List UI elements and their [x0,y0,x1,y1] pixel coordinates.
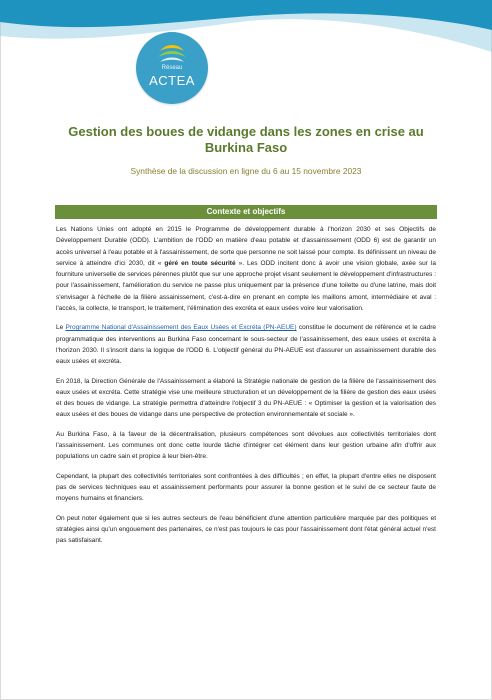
wave-header-icon [0,0,492,70]
pn-aeue-link[interactable]: Programme National d'Assainissement des Eaux Usées et Excréta (PN-AEUE) [65,324,297,332]
actea-logo [136,32,208,104]
paragraph-sdg [56,224,436,314]
document-subtitle: Synthèse de la discussion en ligne du 6 au 15 novembre 2023 [130,166,362,176]
section-heading: Contexte et objectifs [55,205,437,219]
paragraph-difficulties: Cependant, la plupart des collectivités territoriales sont confrontées à des difficultés ; en effet, la plupart d'entre elles ne disposent pas de services techniques eau et assainissement performants pour assurer la bonne gestion et le suivi de ce secteur faute de moyens humains et financiers. [56,472,436,503]
paragraph-text: Les Nations Unies ont adopté en 2015 le Programme de développement durable à l'horizon 2030 et ses Objectifs de Développement Durable (ODD). L'ambition de l'ODD en matière d'eau potable et d'assainissement (ODD 6) est de garantir un accès universel à l'eau potable et à l'assainissement, de sorte que personne ne soit laissé pour compte. Ils définissent un niveau de service à atteindre d'ici 2030, dit « [56,226,436,267]
paragraph-text: constitue le document de référence et le cadre programmatique des interventions au Burkina Faso concernant le sous-secteur de l'assainissement, des eaux usées et excréta à l'horizon 2030. Il s'inscrit dans la logique de l'ODD 6. L'objectif général du PN-AEUE est d'assurer un assainissement durable des eaux usées et excréta. [56,324,437,366]
paragraph-pn-aeue [56,322,436,367]
emphasis-text: géré en toute sécurité [164,259,236,267]
paragraph-text: ». Les ODD incitent donc à avoir une vision globale, axée sur la fourniture universelle de services pérennes plutôt que sur une approche projet visant seulement le développement d'infrastructures : pour l'assainissement, l'amélioration du service ne passe plus uniquement par la présence d'une toilette ou d'une latrine, mais doit s'envisager à l'échelle de la filière assainissement, c'est-à-dire en prenant en compte les maillons amont, intermédiaire et aval : l'accès, la collecte, le transport, le traitement, l'élimination des excréta et eaux usées voire leur valorisation. [56,259,436,313]
paragraph-text: Le [56,324,66,332]
logo-network-label: Réseau [161,65,183,71]
paragraph-sector-attention: On peut noter également que si les autres secteurs de l'eau bénéficient d'une attention particulière marquée par des politiques et stratégies ainsi qu'un engouement des partenaires, ce n'est pas toujours le cas pour l'assainissement dont l'état général actuel n'est pas satisfaisant. [56,514,436,545]
logo-name: ACTEA [149,73,195,88]
paragraph-decentralization: Au Burkina Faso, à la faveur de la décentralisation, plusieurs compétences sont dévolues aux collectivités territoriales dont l'assainissement. Les communes ont donc cette lourde tâche d'intégrer cet élément dans leur gestion urbaine afin d'offrir aux populations un cadre sain et propice à leur bien-être. [56,430,436,461]
document-body [56,224,436,554]
paragraph-strategy: En 2018, la Direction Générale de l'Assainissement a élaboré la Stratégie nationale de gestion de la filière de l'assainissement des eaux usées et excréta. Cette stratégie vise une meilleure structuration et un développement de la filière de gestion des eaux usées et des boues de vidange. La stratégie permettra d'atteindre l'objectif 3 du PN-AEUE : « Optimiser la gestion et la valorisation des eaux usées et des boues de vidange dans une perspective de protection environnementale et sociale ». [56,377,436,419]
document-title: Gestion des boues de vidange dans les zones en crise au Burkina Faso [68,124,424,155]
actea-logo-icon [156,41,188,65]
